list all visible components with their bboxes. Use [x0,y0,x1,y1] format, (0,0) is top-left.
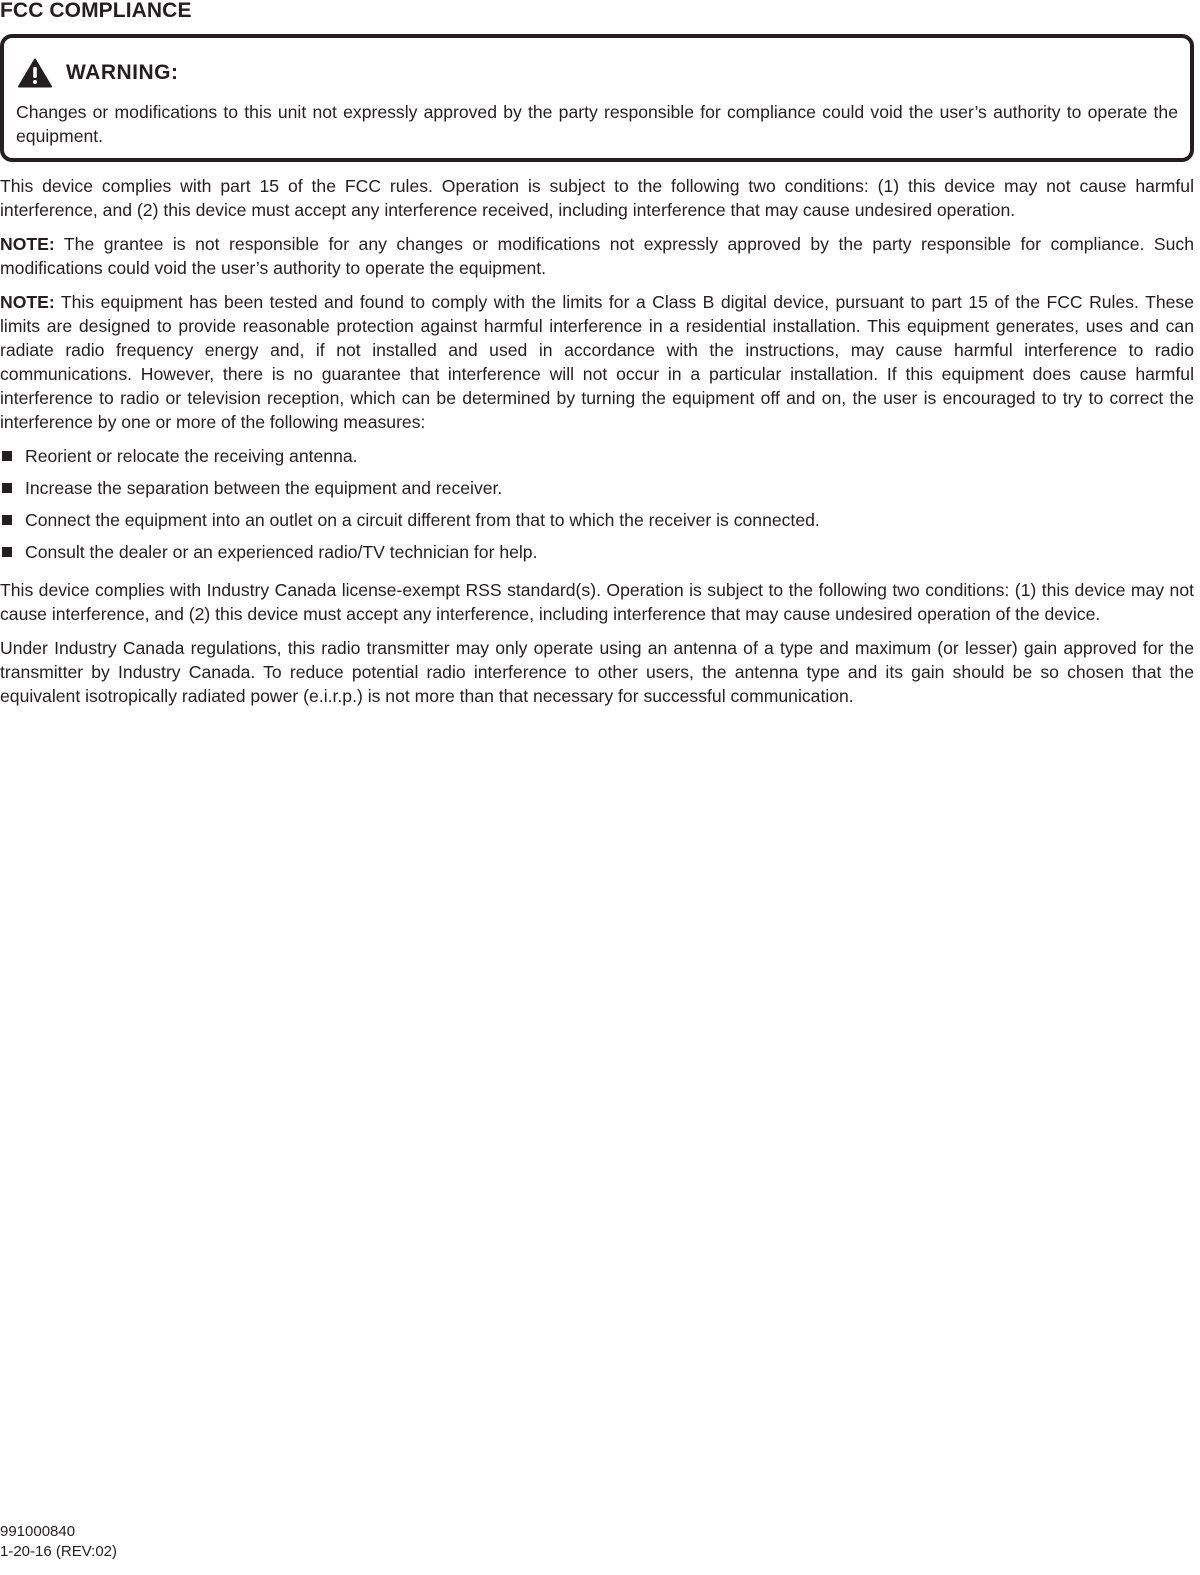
fcc-conditions-paragraph: This device complies with part 15 of the FCC rules. Operation is subject to the following two conditions: (1) this device may not cause harmful interference, and (2) this device must accept any interference received, including interference that may cause undesired operation. [0,176,1194,220]
revision-date: 1-20-16 (REV:02) [0,1543,117,1560]
note-class-b-paragraph [0,290,1194,434]
square-bullet-icon [2,483,12,493]
part-number: 991000840 [0,1523,76,1540]
note-grantee-paragraph [0,232,1194,280]
note-label: NOTE: [0,234,55,254]
section-title: FCC COMPLIANCE [0,0,192,22]
industry-canada-antenna-paragraph: Under Industry Canada regulations, this radio transmitter may only operate using an antenna of a type and maximum (or lesser) gain approved for the transmitter by Industry Canada. To reduce potential radio interference to other users, the antenna type and its gain should be so chosen that the equivalent isotropically radiated power (e.i.r.p.) is not more than that necessary for successful communication. [0,638,1194,706]
warning-triangle-icon [18,58,52,88]
list-item-text: Connect the equipment into an outlet on a circuit different from that to which the receiver is connected. [25,510,820,530]
note-label: NOTE: [0,292,55,312]
measures-list [0,440,1194,568]
note-class-b-text: This equipment has been tested and found to comply with the limits for a Class B digital device, pursuant to part 15 of the FCC Rules. These limits are designed to provide reasonable protection against harmful interference in a residential installation. This equipment generates, uses and can radiate radio frequency energy and, if not installed and used in accordance with the instructions, may cause harmful interference to radio communications. However, there is no guarantee that interference will not occur in a particular installation. If this equipment does cause harmful interference to radio or television reception, which can be determined by turning the equipment off and on, the user is encouraged to try to correct the interference by one or more of the following measures: [0,292,1194,432]
warning-box [0,34,1194,162]
list-item [0,536,1194,568]
list-item [0,440,1194,472]
list-item-text: Reorient or relocate the receiving antenna. [25,446,358,466]
document-page [0,0,1194,708]
list-item-text: Consult the dealer or an experienced radio/TV technician for help. [25,542,538,562]
note-grantee-text: The grantee is not responsible for any changes or modifications not expressly approved by the party responsible for compliance. Such modifications could void the user’s authority to operate the equipment. [0,234,1194,278]
footer [0,1522,117,1562]
square-bullet-icon [2,547,12,557]
list-item [0,472,1194,504]
list-item-text: Increase the separation between the equipment and receiver. [25,478,503,498]
warning-label: WARNING: [66,61,179,84]
list-item [0,504,1194,536]
warning-text: Changes or modifications to this unit not expressly approved by the party responsible for compliance could void the user’s authority to operate the equipment. [16,102,1178,146]
warning-header [16,56,1178,90]
square-bullet-icon [2,451,12,461]
square-bullet-icon [2,515,12,525]
industry-canada-paragraph: This device complies with Industry Canada license-exempt RSS standard(s). Operation is subject to the following two conditions: (1) this device may not cause interference, and (2) this device must accept any interference, including interference that may cause undesired operation of the device. [0,580,1194,624]
